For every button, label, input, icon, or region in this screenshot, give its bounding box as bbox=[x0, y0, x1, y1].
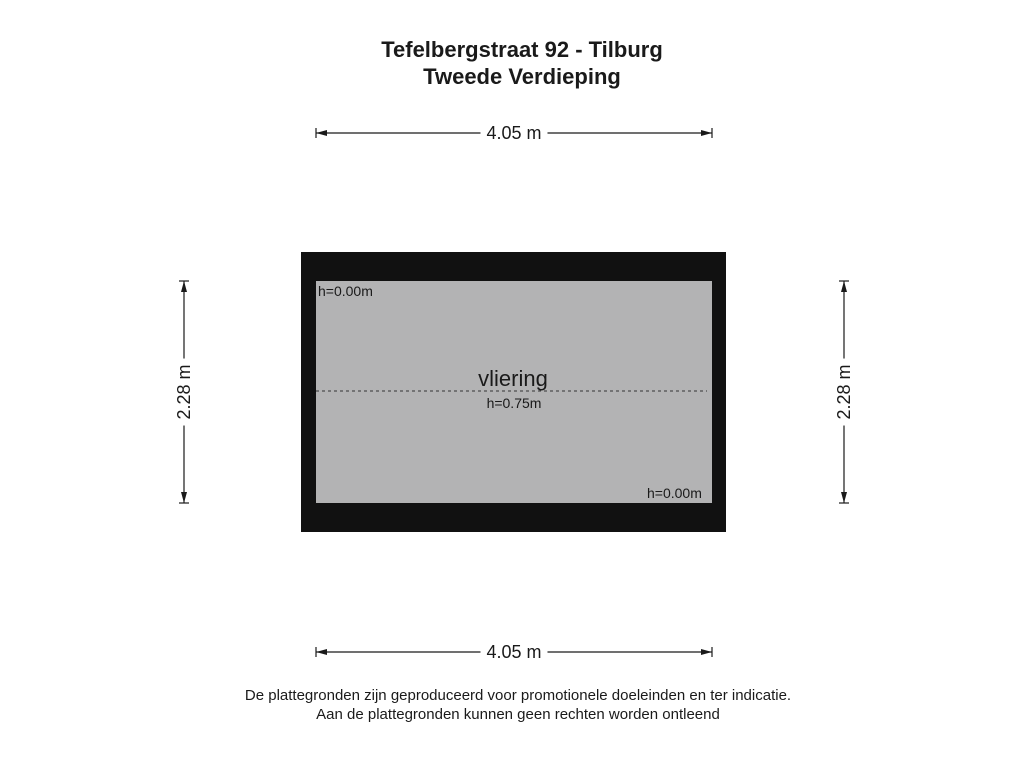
height-label-bottom-right: h=0.00m bbox=[647, 485, 702, 501]
room-name-label: vliering bbox=[478, 366, 548, 391]
disclaimer bbox=[0, 686, 1024, 724]
floor-title: Tweede Verdieping bbox=[423, 64, 621, 89]
address-title: Tefelbergstraat 92 - Tilburg bbox=[381, 37, 663, 62]
dimension-bottom-label: 4.05 m bbox=[480, 641, 547, 663]
room-floor bbox=[316, 281, 712, 503]
disclaimer-line-2: Aan de plattegronden kunnen geen rechten worden ontleend bbox=[316, 706, 720, 723]
dimension-top-label: 4.05 m bbox=[480, 122, 547, 144]
disclaimer-line-1: De plattegronden zijn geproduceerd voor promotionele doeleinden en ter indicatie. bbox=[244, 687, 792, 704]
height-label-top-left: h=0.00m bbox=[318, 283, 373, 299]
dimension-right-label: 2.28 m bbox=[833, 358, 855, 425]
dimension-left-label: 2.28 m bbox=[173, 358, 195, 425]
room-height-label: h=0.75m bbox=[486, 395, 542, 411]
